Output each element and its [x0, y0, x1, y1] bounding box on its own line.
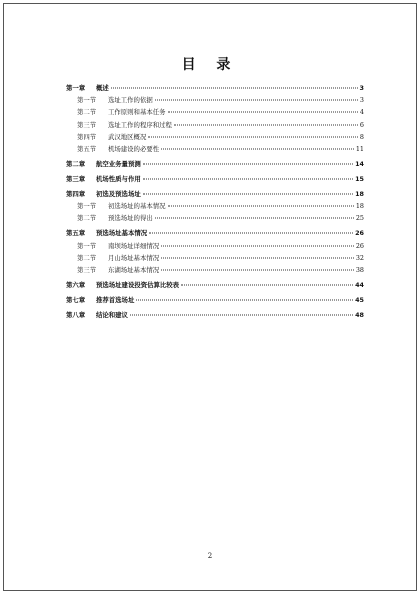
toc-section-entry: [66, 120, 364, 129]
dot-leader: [143, 178, 353, 179]
dot-leader: [155, 218, 354, 219]
toc-entry-title: 东湖场址基本情况: [108, 265, 160, 274]
dot-leader: [168, 112, 358, 113]
toc-entry-title: 概述: [96, 84, 109, 92]
dot-leader: [111, 88, 358, 89]
toc-entry-number: 第一节: [77, 202, 97, 211]
toc-entry-title: 初选场址的基本情况: [108, 202, 166, 211]
toc-section-entry: [66, 107, 364, 116]
dot-leader: [181, 284, 353, 285]
toc-chapter-entry: [66, 280, 364, 289]
toc-entry-page: 11: [355, 144, 364, 153]
toc-entry-page: 14: [355, 159, 364, 168]
toc-chapter-entry: [66, 228, 364, 237]
toc-entry-number: 第三节: [77, 265, 97, 274]
dot-leader: [148, 136, 358, 137]
toc-entry-page: 4: [359, 108, 364, 117]
toc-entry-title: 结论和建议: [96, 310, 128, 319]
toc-section-entry: [66, 132, 364, 141]
toc-entry-page: 18: [355, 202, 364, 211]
toc-entry-number: 第七章: [66, 295, 86, 304]
toc-entry-page: 25: [355, 214, 364, 223]
toc-entry-page: 38: [355, 265, 364, 274]
dot-leader: [161, 269, 354, 270]
toc-entry-page: 32: [355, 253, 364, 262]
toc-entry-title: 选址工作的依据: [108, 96, 153, 105]
toc-entry-title: 航空业务量预测: [96, 159, 141, 168]
dot-leader: [168, 206, 354, 207]
toc-entry-title: 机场建设的必要性: [108, 144, 160, 153]
document-page: [3, 3, 417, 591]
toc-entry-page: 45: [355, 295, 364, 304]
toc-entry-title: 初选及预选场址: [96, 189, 141, 198]
toc-section-entry: [66, 241, 364, 250]
toc-entry-number: 第二节: [77, 214, 97, 223]
toc-chapter-entry: [66, 83, 364, 92]
dot-leader: [136, 299, 353, 300]
dot-leader: [143, 163, 353, 164]
toc-entry-title: 月山场址基本情况: [108, 253, 160, 262]
toc-chapter-entry: [66, 189, 364, 198]
toc-entry-page: 6: [359, 120, 364, 129]
toc-entry-page: 15: [355, 174, 364, 183]
toc-section-entry: [66, 213, 364, 222]
dot-leader: [174, 124, 358, 125]
dot-leader: [155, 100, 358, 101]
toc-entry-number: 第六章: [66, 280, 86, 289]
toc-entry-page: 26: [355, 229, 364, 238]
toc-entry-page: 18: [355, 189, 364, 198]
toc-entry-title: 推荐首选场址: [96, 295, 135, 304]
toc-section-entry: [66, 253, 364, 262]
toc-entry-title: 预选场址的得出: [108, 214, 153, 223]
page-number: 2: [207, 552, 213, 560]
table-of-contents: [66, 77, 364, 319]
toc-entry-page: 48: [355, 310, 364, 319]
toc-entry-number: 第一节: [77, 241, 97, 250]
toc-entry-number: 第二节: [77, 108, 97, 117]
toc-section-entry: [66, 265, 364, 274]
dot-leader: [161, 245, 354, 246]
toc-entry-number: 第二章: [66, 159, 86, 168]
toc-entry-title: 机场性质与作用: [96, 174, 141, 183]
toc-entry-title: 预选场址建设投资估算比较表: [96, 280, 180, 289]
toc-entry-title: 武汉地区概况: [108, 132, 147, 141]
dot-leader: [143, 193, 353, 194]
toc-chapter-entry: [66, 310, 364, 319]
toc-entry-page: 26: [355, 241, 364, 250]
toc-chapter-entry: [66, 159, 364, 168]
toc-entry-number: 第五节: [77, 144, 97, 153]
toc-section-entry: [66, 144, 364, 153]
toc-entry-page: 44: [355, 280, 364, 289]
toc-entry-page: 3: [359, 84, 364, 92]
toc-section-entry: [66, 201, 364, 210]
toc-entry-number: 第八章: [66, 310, 86, 319]
toc-section-entry: [66, 95, 364, 104]
toc-entry-page: 3: [359, 96, 364, 105]
toc-entry-title: 南坝场址详细情况: [108, 241, 160, 250]
toc-entry-page: 8: [359, 132, 364, 141]
toc-entry-number: 第三章: [66, 174, 86, 183]
toc-chapter-entry: [66, 295, 364, 304]
toc-entry-number: 第一节: [77, 96, 97, 105]
page-title: 目 录: [181, 57, 239, 73]
toc-entry-number: 第一章: [66, 84, 86, 92]
toc-entry-title: 工作原则和基本任务: [108, 108, 166, 117]
dot-leader: [149, 233, 353, 234]
toc-entry-title: 预选场址基本情况: [96, 229, 148, 238]
toc-chapter-entry: [66, 174, 364, 183]
toc-entry-number: 第五章: [66, 229, 86, 238]
toc-entry-number: 第二节: [77, 253, 97, 262]
dot-leader: [130, 314, 353, 315]
toc-entry-number: 第四章: [66, 189, 86, 198]
toc-entry-title: 选址工作的程序和过程: [108, 120, 172, 129]
dot-leader: [161, 257, 354, 258]
dot-leader: [161, 148, 354, 149]
toc-entry-number: 第四节: [77, 132, 97, 141]
toc-entry-number: 第三节: [77, 120, 97, 129]
